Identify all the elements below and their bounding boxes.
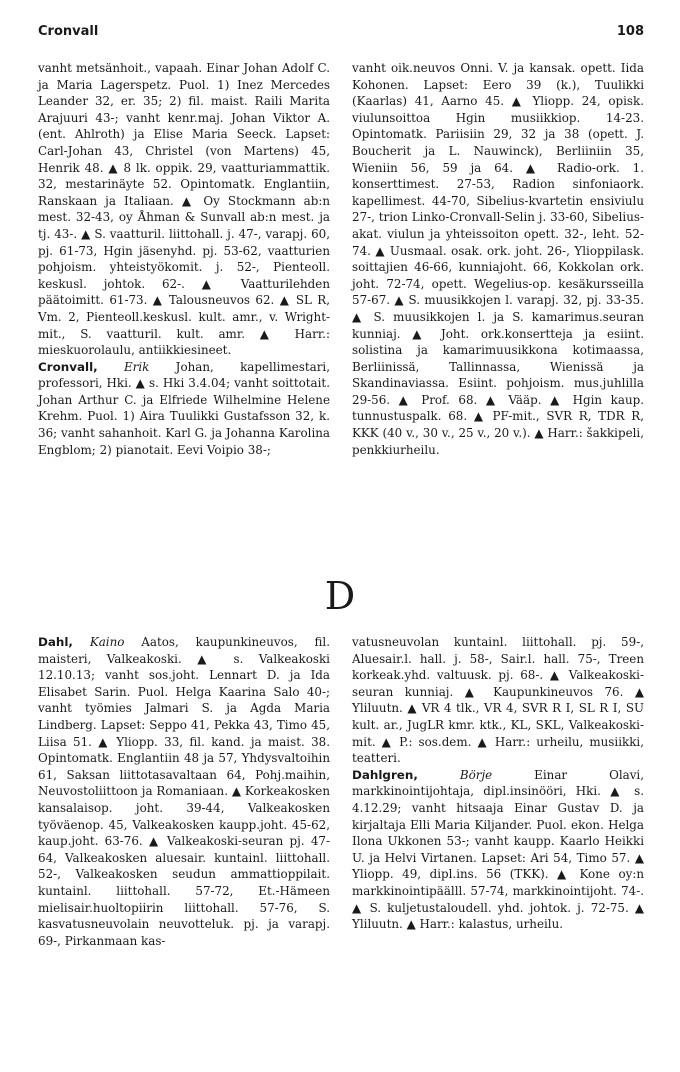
running-head: Cronvall: [38, 24, 99, 39]
entry-surname: Dahl,: [38, 635, 73, 649]
entry-dahl-kaino: [38, 634, 330, 949]
entry-given-name: Erik: [123, 359, 150, 374]
entry-continuation: vanht metsänhoit., vapaah. Einar Johan Adolf C. ja Maria Lagerspetz. Puol. 1) Inez Mercedes Leander 32, er. 35; 2) fil. maist. Raili Marita Arajuuri 43-; vanht kenr.maj. Johan Viktor A. (ent. Ahlroth) ja Elise Maria Seeck. Lapset: Carl-Johan 43, Christel (von Martens) 45, Henrik 48. ▲ 8 lk. oppik. 29, vaatturiammattik. 32, mestarinäyte 52. Opintomatk. Englantiin, Ranskaan ja Italiaan. ▲ Oy Stockmann ab:n mest. 32-43, oy Åhman & Sunvall ab:n mest. ja tj. 43-. ▲ S. vaatturil. liittohall. j. 47-, varapj. 60, pj. 61-73, Hgin jäsenyhd. pj. 53-62, vaatturien pohjoism. yhteistyökomit. j. 52-, Pienteoll. keskusl. johtok. 62-. ▲ Vaatturilehden päätoimitt. 61-73. ▲ Talousneuvos 62. ▲ SL R, Vm. 2, Pienteoll.keskusl. kult. amr., v. Wright-mit., S. vaatturil. kult. amr. ▲ Harr.: mieskuorolaulu, antiikkiesineet.: [38, 61, 330, 358]
entry-cronvall-erik: [38, 359, 330, 459]
bottom-right-column: [352, 634, 644, 933]
entry-surname: Cronvall,: [38, 359, 98, 374]
entry-continuation: vanht oik.neuvos Onni. V. ja kansak. opett. Iida Kohonen. Lapset: Eero 39 (k.), Tuulikki (Kaarlas) 41, Aarno 45. ▲ Yliopp. 24, opisk. viulunsoittoa Hgin musiikkiop. 14-23. Opintomatk. Pariisiin 29, 32 ja 38 (opett. J. Boucherit ja L. Nauwinck), Berliiniin 35, Wieniin 56, 59 ja 64. ▲ Radio-ork. 1. konserttimest. 27-53, Radion sinfoniaork. kapellimest. 44-70, Sibelius-kvartetin ensiviulu 27-, trion Linko-Cronvall-Selin j. 33-60, Sibelius-akat. viulun ja yhteissoiton opett. 32-, leht. 52-74. ▲ Uusmaal. osak. ork. joht. 26-, Ylioppilask. soittajien 46-66, kunniajoht. 66, Kokkolan ork. joht. 72-74, opett. Wegelius-op. kesäkursseilla 57-67. ▲ S. muusikkojen l. varapj. 32, pj. 33-35. ▲ S. muusikkojen l. ja S. kamarimus.seuran kunniaj. ▲ Joht. ork.konsertteja ja esiint. solistina ja kamarimuusikkona kotimaassa, Berliinissä, Tallinnassa, Wienissä ja Skandinaviassa. Esiint. pohjoism. mus.juhlilla 29-56. ▲ Prof. 68. ▲ Vääp. ▲ Hgin kaup. tunnustuspalk. 68. ▲ PF-mit., SVR R, TDR R, KKK (40 v., 30 v., 25 v., 20 v.). ▲ Harr.: šakkipeli, penkkiurheilu.: [352, 61, 644, 457]
top-right-column: [352, 60, 644, 458]
entry-continuation: vatusneuvolan kuntainl. liittohall. pj. 59-, Aluesair.l. hall. j. 58-, Sair.l. hall. 75-, Treen korkeak.yhd. valtuusk. pj. 68-. ▲ Valkeakoski-seuran kunniaj. ▲ Kaupunkineuvos 76. ▲ Yliluutn. ▲ VR 4 tlk., VR 4, SVR R I, SL R I, SU kult. ar., JugLR kmr. ktk., KL, SKL, Valkeakoski-mit. ▲ P.: sos.dem. ▲ Harr.: urheilu, musiikki, teatteri.: [352, 635, 644, 766]
entry-given-name: Kaino: [89, 635, 125, 649]
entry-text: Aatos, kaupunkineuvos, fil. maisteri, Valkeakoski. ▲ s. Valkeakoski 12.10.13; vanht sos.joht. Lennart D. ja Ida Elisabet Sarin. Puol. Helga Kaarina Salo 40-; vanht työmies Jalmari S. ja Agda Maria Lindberg. Lapset: Seppo 41, Pekka 43, Timo 45, Liisa 51. ▲ Yliopp. 33, fil. kand. ja maist. 38. Opintomatk. Englantiin 48 ja 57, Yhdysvaltoihin 61, Saksan liittotasavaltaan 64, Pohj.maihin, Neuvostoliittoon ja Romaniaan. ▲ Korkeakosken kansalaisop. joht. 39-44, Valkeakosken työväenop. 45, Valkeakosken kaupp.joht. 45-62, kaup.joht. 63-76. ▲ Valkeakoski-seuran pj. 47-64, Valkeakosken aluesair. kuntainl. liittohall. 52-, Valkeakosken seudun ammattioppilait. kuntainl. liittohall. 57-72, Et.-Hämeen mielisair.huoltopiirin liittohall. 57-76, S. kasvatusneuvolain neuvotteluk. pj. ja varapj. 69-, Pirkanmaan kas-: [38, 635, 330, 948]
section-letter: D: [324, 574, 356, 618]
top-left-column: [38, 60, 330, 458]
entry-given-name: Börje: [459, 767, 493, 782]
page-number: 108: [616, 24, 644, 39]
entry-text: Einar Olavi, markkinointijohtaja, dipl.insinööri, Hki. ▲ s. 4.12.29; vanht hitsaaja Einar Gustav D. ja kirjaltaja Elli Maria Kiljander. Puol. ekon. Helga Ilona Ukkonen 53-; vanht kaupp. Kaarlo Heikki U. ja Helvi Virtanen. Lapset: Ari 54, Timo 57. ▲ Yliopp. 49, dipl.ins. 56 (TKK). ▲ Kone oy:n markkinointipäälll. 57-74, markkinointijoht. 74-. ▲ S. kuljetustaloudell. yhd. johtok. j. 72-75. ▲ Yliluutn. ▲ Harr.: kalastus, urheilu.: [352, 767, 645, 932]
entry-text: Johan, kapellimestari, professori, Hki. ▲ s. Hki 3.4.04; vanht soittotait. Johan Arthur C. ja Elfriede Wilhelmine Helene Krehm. Puol. 1) Aira Tuulikki Gustafsson 32, k. 36; vanht sahanhoit. Karl G. ja Johanna Karolina Engblom; 2) pianotait. Eevi Voipio 38-;: [38, 359, 330, 457]
bottom-left-column: [38, 634, 330, 949]
entry-surname: Dahlgren,: [352, 767, 418, 782]
entry-dahlgren-borje: [352, 767, 644, 933]
